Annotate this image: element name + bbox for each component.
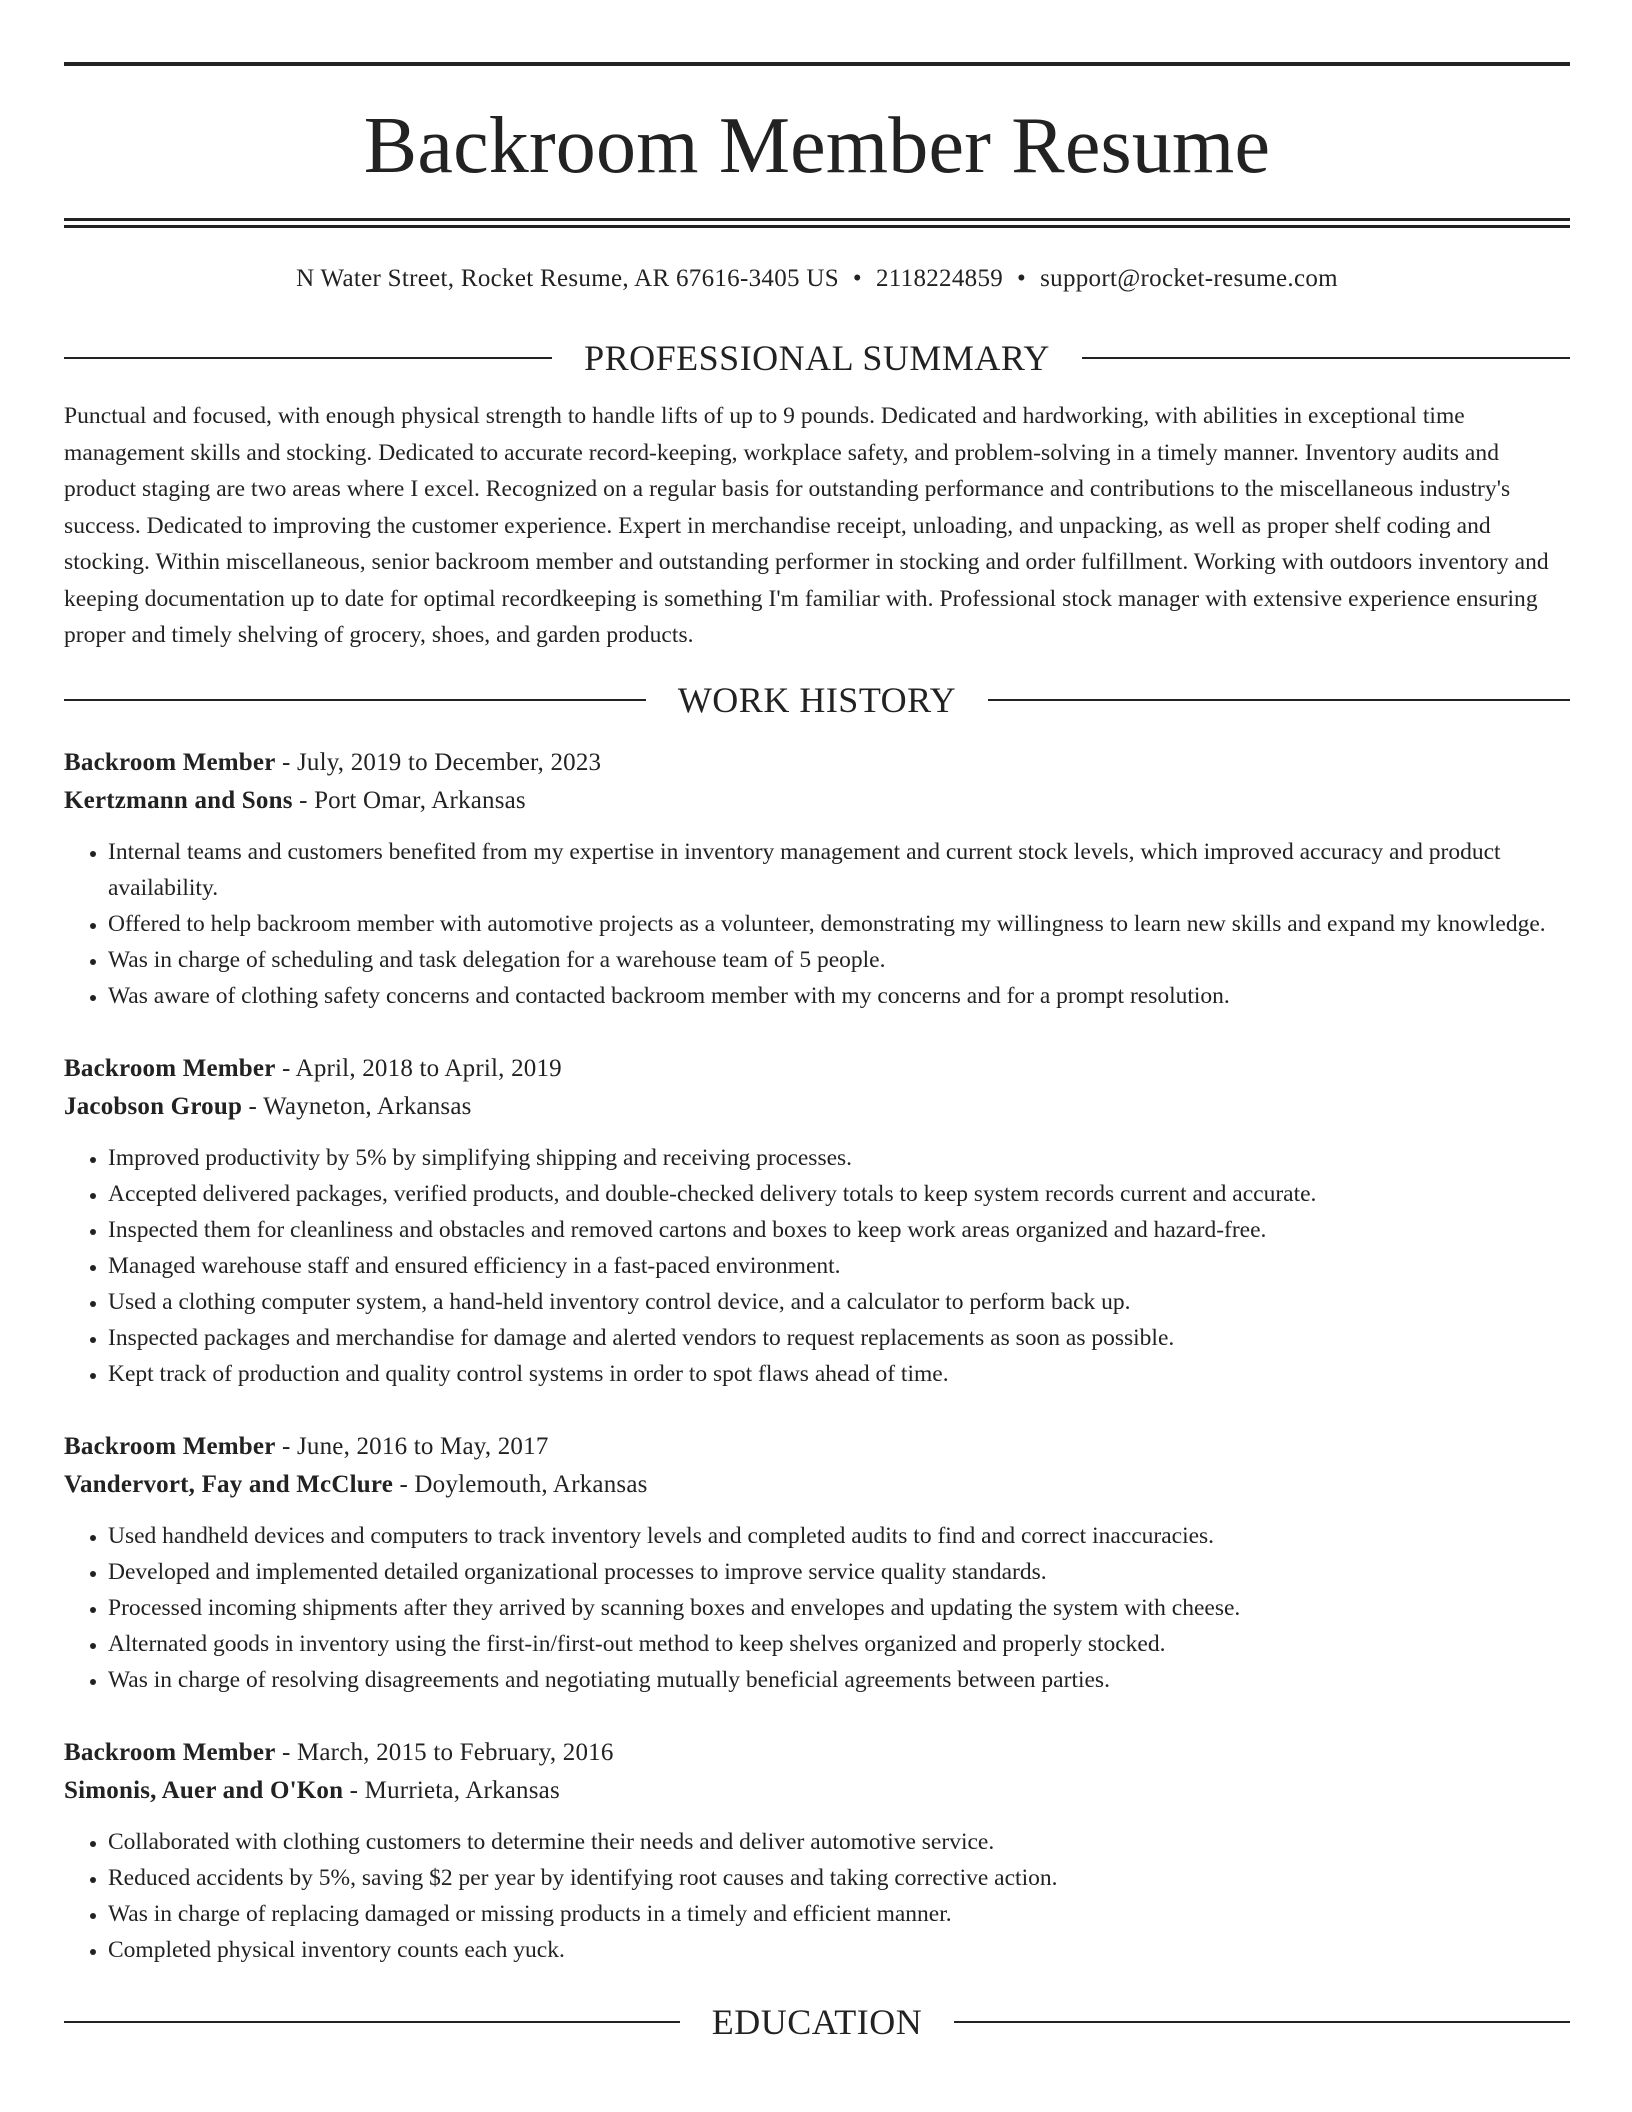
job-dates: - March, 2015 to February, 2016 <box>275 1738 614 1766</box>
job-dates: - April, 2018 to April, 2019 <box>275 1054 562 1082</box>
job-bullet: • Was aware of clothing safety concerns and contacted backroom member with my concerns and for a prompt resolution. <box>108 978 1570 1014</box>
job-bullet: • Was in charge of scheduling and task delegation for a warehouse team of 5 people. <box>108 942 1570 978</box>
job-company-line <box>64 1772 1570 1810</box>
contact-email: support@rocket-resume.com <box>1040 265 1338 292</box>
job-bullet: • Internal teams and customers benefited from my expertise in inventory management and current stock levels, which improved accuracy and product availability. <box>108 834 1570 906</box>
job-bullets <box>64 1140 1570 1392</box>
job-bullet: • Improved productivity by 5% by simplifying shipping and receiving processes. <box>108 1140 1570 1176</box>
section-rule-right <box>1082 357 1570 359</box>
job-bullet: • Offered to help backroom member with automotive projects as a volunteer, demonstrating my willingness to learn new skills and expand my knowledge. <box>108 906 1570 942</box>
job-bullet: • Kept track of production and quality control systems in order to spot flaws ahead of time. <box>108 1356 1570 1392</box>
job-dates: - July, 2019 to December, 2023 <box>275 748 602 776</box>
job-entry <box>64 1050 1570 1392</box>
section-header-summary <box>64 338 1570 378</box>
job-company: Vandervort, Fay and McClure <box>64 1470 393 1498</box>
job-title-line <box>64 1734 1570 1772</box>
top-rule <box>64 62 1570 66</box>
contact-address: N Water Street, Rocket Resume, AR 67616-3405 US <box>296 265 839 292</box>
job-title: Backroom Member <box>64 1738 276 1766</box>
job-bullet: • Developed and implemented detailed organizational processes to improve service quality standards. <box>108 1554 1570 1590</box>
job-bullet: • Was in charge of resolving disagreements and negotiating mutually beneficial agreements between parties. <box>108 1662 1570 1698</box>
job-bullet: • Inspected them for cleanliness and obstacles and removed cartons and boxes to keep work areas organized and hazard-free. <box>108 1212 1570 1248</box>
job-bullet: • Collaborated with clothing customers to determine their needs and deliver automotive service. <box>108 1824 1570 1860</box>
job-company: Simonis, Auer and O'Kon <box>64 1776 344 1804</box>
job-entry <box>64 1734 1570 1968</box>
job-company-line <box>64 1088 1570 1126</box>
job-bullet: • Processed incoming shipments after they arrived by scanning boxes and envelopes and updating the system with cheese. <box>108 1590 1570 1626</box>
section-rule-left <box>64 357 552 359</box>
job-location: - Wayneton, Arkansas <box>242 1092 472 1120</box>
job-title-line <box>64 744 1570 782</box>
section-rule-right <box>954 2021 1570 2023</box>
contact-phone: 2118224859 <box>875 265 1004 292</box>
job-title-line <box>64 1050 1570 1088</box>
job-bullet: • Was in charge of replacing damaged or missing products in a timely and efficient manner. <box>108 1896 1570 1932</box>
section-title-summary: PROFESSIONAL SUMMARY <box>584 338 1050 378</box>
job-bullets <box>64 1824 1570 1968</box>
contact-separator: • <box>1017 265 1027 292</box>
job-title: Backroom Member <box>64 748 276 776</box>
job-title: Backroom Member <box>64 1054 276 1082</box>
job-company-line <box>64 782 1570 820</box>
job-bullet: • Reduced accidents by 5%, saving $2 per year by identifying root causes and taking corrective action. <box>108 1860 1570 1896</box>
resume-page <box>64 62 1570 2042</box>
job-title: Backroom Member <box>64 1432 276 1460</box>
job-bullets <box>64 834 1570 1014</box>
job-bullet: • Accepted delivered packages, verified products, and double-checked delivery totals to keep system records current and accurate. <box>108 1176 1570 1212</box>
section-rule-right <box>988 699 1570 701</box>
job-bullet: • Managed warehouse staff and ensured efficiency in a fast-paced environment. <box>108 1248 1570 1284</box>
job-company: Jacobson Group <box>64 1092 243 1120</box>
job-entry <box>64 744 1570 1014</box>
job-company-line <box>64 1466 1570 1504</box>
job-bullet: • Used a clothing computer system, a hand-held inventory control device, and a calculator to perform back up. <box>108 1284 1570 1320</box>
job-location: - Port Omar, Arkansas <box>292 786 526 814</box>
job-bullet: • Inspected packages and merchandise for damage and alerted vendors to request replacements as soon as possible. <box>108 1320 1570 1356</box>
section-rule-left <box>64 2021 680 2023</box>
contact-line <box>64 264 1570 294</box>
job-title-line <box>64 1428 1570 1466</box>
section-header-education <box>64 2002 1570 2042</box>
contact-separator: • <box>852 265 862 292</box>
job-dates: - June, 2016 to May, 2017 <box>275 1432 549 1460</box>
job-location: - Murrieta, Arkansas <box>343 1776 560 1804</box>
job-company: Kertzmann and Sons <box>64 786 293 814</box>
section-rule-left <box>64 699 646 701</box>
section-title-education: EDUCATION <box>711 2001 923 2042</box>
job-bullet: • Alternated goods in inventory using the first-in/first-out method to keep shelves organized and properly stocked. <box>108 1626 1570 1662</box>
job-bullet: • Completed physical inventory counts each yuck. <box>108 1932 1570 1968</box>
job-bullets <box>64 1518 1570 1698</box>
section-title-work: WORK HISTORY <box>677 679 957 720</box>
section-header-work <box>64 680 1570 720</box>
job-bullet: • Used handheld devices and computers to track inventory levels and completed audits to find and correct inaccuracies. <box>108 1518 1570 1554</box>
page-title: Backroom Member Resume <box>363 102 1271 190</box>
title-double-rule <box>64 218 1570 228</box>
job-entry <box>64 1428 1570 1698</box>
job-location: - Doylemouth, Arkansas <box>393 1470 648 1498</box>
professional-summary-text: Punctual and focused, with enough physical strength to handle lifts of up to 9 pounds. Dedicated and hardworking, with abilities in exceptional time management skills and stocking. Dedicated to accurate record-keeping, workplace safety, and problem-solving in a timely manner. Inventory audits and product staging are two areas where I excel. Recognized on a regular basis for outstanding performance and contributions to the miscellaneous industry's success. Dedicated to improving the customer experience. Expert in merchandise receipt, unloading, and unpacking, as well as proper shelf coding and stocking. Within miscellaneous, senior backroom member and outstanding performer in stocking and order fulfillment. Working with outdoors inventory and keeping documentation up to date for optimal recordkeeping is something I'm familiar with. Professional stock manager with extensive experience ensuring proper and timely shelving of grocery, shoes, and garden products. <box>64 403 1549 648</box>
